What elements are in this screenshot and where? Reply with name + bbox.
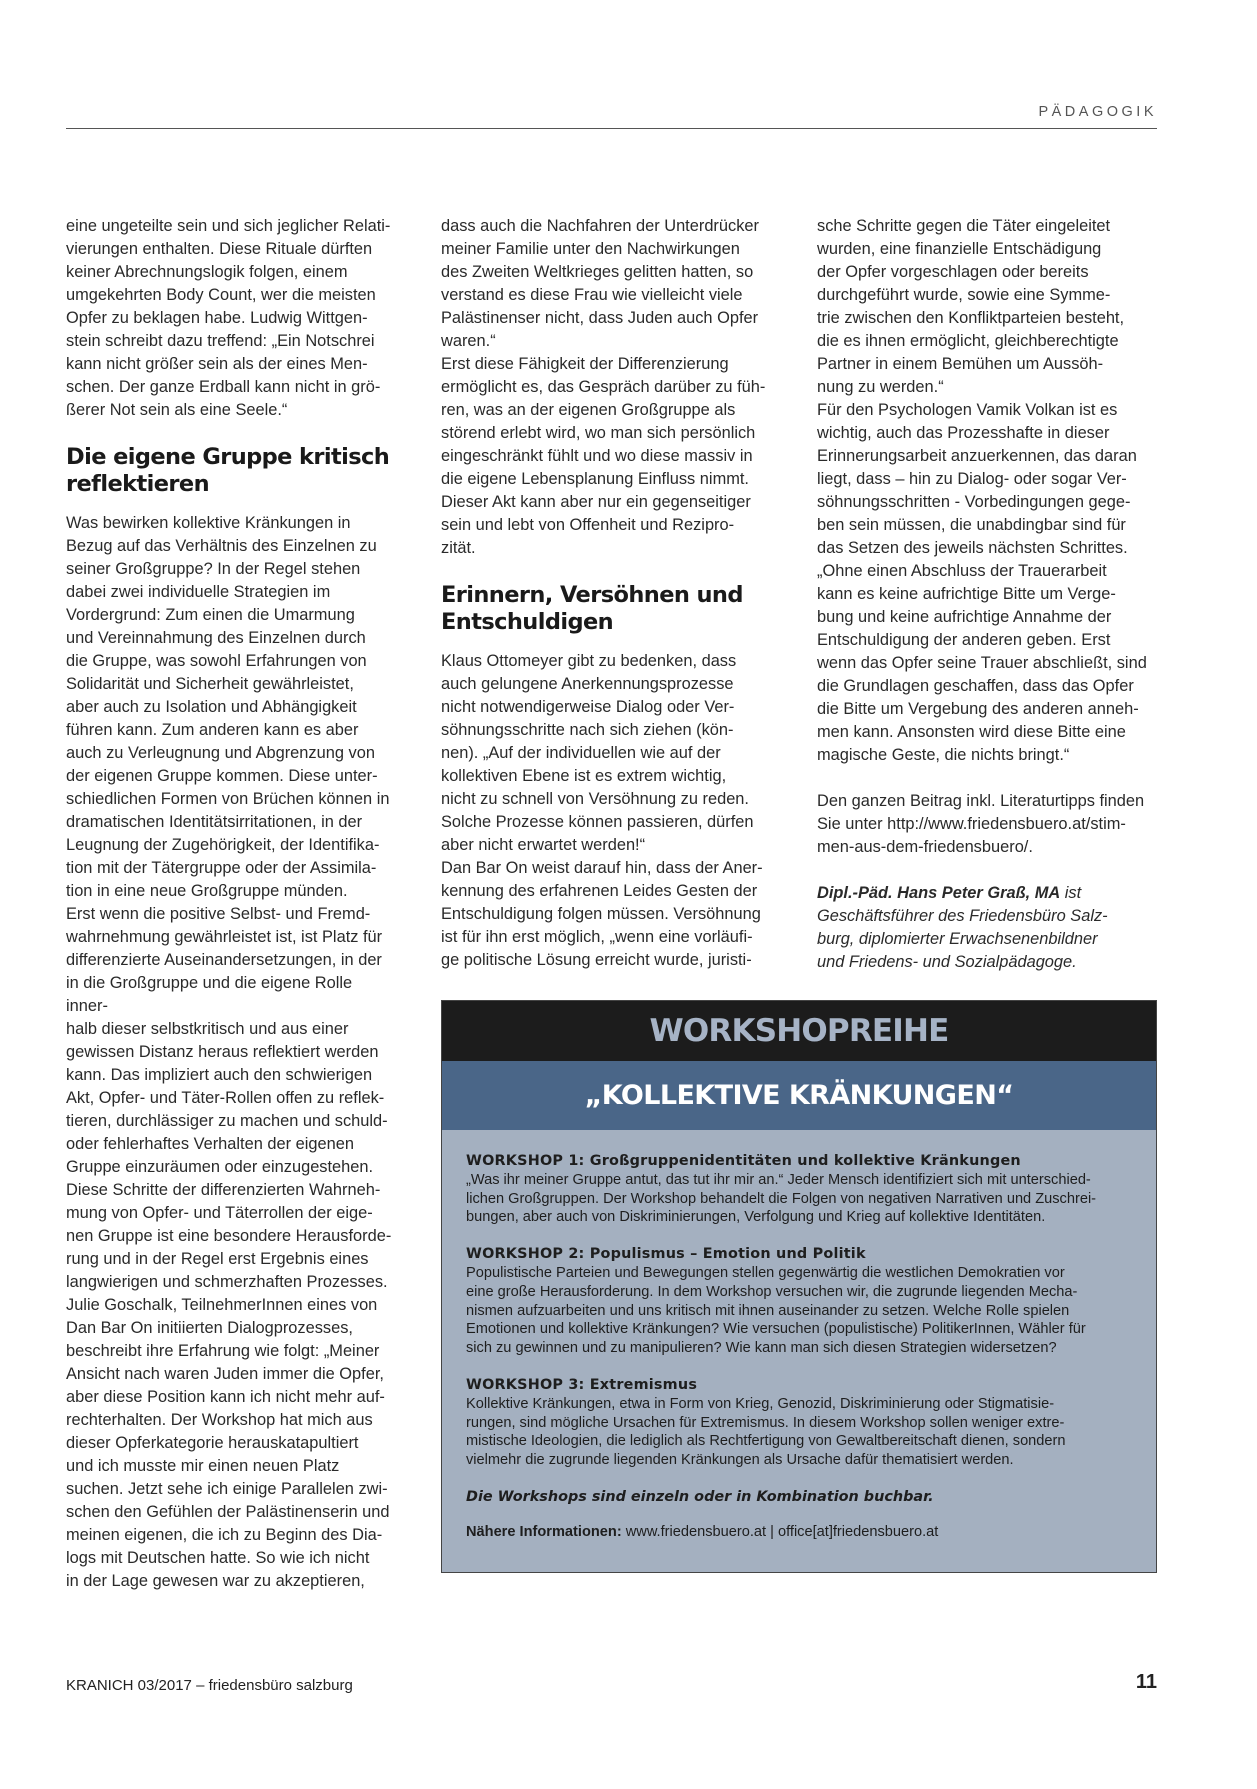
- workshop-name: Großgruppenidentitäten und kollektive Kränkungen: [589, 1153, 1021, 1169]
- paragraph: eine ungeteilte sein und sich jeglicher Relati- vierungen enthalten. Diese Rituale dürften keiner Abrechnungslogik folgen, einem umgekehrten Body Count, wer die meisten Opfer zu beklagen habe. Ludwig Wittgen- stein schreibt dazu treffend: „Ein Notschrei kann nicht größer sein als der eines Men- schen. Der ganze Erdball kann nicht in grö- ßerer Not sein als eine Seele.“: [66, 217, 391, 419]
- workshop-subtitle-band: [442, 1061, 1156, 1130]
- paragraph: dass auch die Nachfahren der Unterdrücker meiner Familie unter den Nachwirkungen des Zweiten Weltkrieges gelitten hatten, so verstand es diese Frau wie vielleicht viele Palästinenser nicht, dass Juden auch Opfer waren.“ Erst diese Fähigkeit der Differenzierung ermöglicht es, das Gespräch darüber zu füh- ren, was an der eigenen Großgruppe als störend erlebt wird, wo man sich persönlich eingeschränkt fühlt und wo diese massiv in die eigene Lebensplanung Einfluss nimmt. Dieser Akt kann aber nur ein gegenseitiger sein und lebt von Offenheit und Rezipro- zität.: [441, 217, 766, 557]
- workshop-title: [466, 1376, 1132, 1395]
- workshop-item: [466, 1152, 1132, 1227]
- section-label: PÄDAGOGIK: [1038, 104, 1157, 120]
- author-bio: ist Geschäftsführer des Friedensbüro Salz- burg, diplomierter Erwachsenenbildner und Friedens- und Sozialpädagoge.: [817, 884, 1108, 971]
- paragraph: sche Schritte gegen die Täter eingeleitet wurden, eine finanzielle Entschädigung der Opfer vorgeschlagen oder bereits durchgeführt wurde, sowie eine Symme- trie zwischen den Konfliktparteien besteht, die es ihnen ermöglicht, gleichberechtigte Partner in einem Bemühen um Aussöh- nung zu werden.“ Für den Psychologen Vamik Volkan ist es wichtig, auch das Prozesshafte in dieser Erinnerungsarbeit anzuerkennen, das daran liegt, dass – hin zu Dialog- oder sogar Ver- söhnungsschritten - Vorbedingungen gege- ben sein müssen, die unabdingbar sind für das Setzen des jeweils nächsten Schrittes. „Ohne einen Abschluss der Trauerarbeit kann es keine aufrichtige Bitte um Verge- bung und keine aufrichtige Annahme der Entschuldigung der anderen geben. Erst wenn das Opfer seine Trauer abschließt, sind die Grundlagen geschaffen, dass das Opfer die Bitte um Vergebung des anderen anneh- men kann. Ansonsten wird diese Bitte eine magische Geste, die nichts bringt.“: [817, 217, 1147, 764]
- workshop-item: [466, 1376, 1132, 1470]
- workshop-title: [466, 1245, 1132, 1264]
- info-line: [466, 1523, 1132, 1542]
- booking-note: Die Workshops sind einzeln oder in Kombination buchbar.: [466, 1488, 934, 1505]
- paragraph: Was bewirken kollektive Kränkungen in Bezug auf das Verhältnis des Einzelnen zu seiner Großgruppe? In der Regel stehen dabei zwei individuelle Strategien im Vordergrund: Zum einen die Umarmung und Vereinnahmung des Einzelnen durch die Gruppe, was sowohl Erfahrungen von Solidarität und Sicherheit gewährleistet, aber auch zu Isolation und Abhängigkeit führen kann. Zum anderen kann es aber auch zu Verleugnung und Abgrenzung von der eigenen Gruppe kommen. Diese unter- schiedlichen Formen von Brüchen können in dramatischen Identitätsirritationen, in der Leugnung der Zugehörigkeit, der Identifika- tion mit der Tätergruppe oder der Assimila- tion in eine neue Großgruppe münden. Erst wenn die positive Selbst- und Fremd- wahrnehmung gewährleistet ist, ist Platz für differenzierte Auseinandersetzungen, in der in die Großgruppe und die eigene Rolle inner- halb dieser selbstkritisch und aus einer gewissen Distanz heraus reflektiert werden kann. Das impliziert auch den schwierigen Akt, Opfer- und Täter-Rollen offen zu reflek- tieren, durchlässiger zu machen und schuld- oder fehlerhaftes Verhalten der eigenen Gruppe einzuräumen oder einzugestehen. Diese Schritte der differenzierten Wahrneh- mung von Opfer- und Täterrollen der eige- nen Gruppe ist eine besondere Herausforde- rung und in der Regel erst Ergebnis eines langwierigen und schmerzhaften Prozesses. Julie Goschalk, TeilnehmerInnen eines von Dan Bar On initiierten Dialogprozesses, beschreibt ihre Erfahrung wie folgt: „Meiner Ansicht nach waren Juden immer die Opfer, aber diese Position kann ich nicht mehr auf- rechterhalten. Der Workshop hat mich aus dieser Opferkategorie herauskatapultiert und ich musste mir einen neuen Platz suchen. Jetzt sehe ich einige Parallelen zwi- schen den Gefühlen der Palästinenserin und meinen eigenen, die ich zu Beginn des Dia- logs mit Deutschen hatte. So wie ich nicht in der Lage gewesen war zu akzeptieren,: [66, 514, 392, 1590]
- info-label: Nähere Informationen:: [466, 1523, 622, 1540]
- spacer: [817, 767, 1147, 790]
- workshop-description: Populistische Parteien und Bewegungen stellen gegenwärtig die westlichen Demokratien vor eine große Herausforderung. In dem Workshop versuchen wir, die zugrunde liegenden Mecha- nismen aufzuarbeiten und uns kritisch mit ihnen auseinander zu setzen. Welche Rolle spielen Emotionen und kollektive Kränkungen? Wie versuchen (populistische) PolitikerInnen, Wähler für sich zu gewinnen und zu manipulieren? Wie kann man sich diesen Strategien widersetzen?: [466, 1264, 1086, 1357]
- workshop-name: Extremismus: [589, 1376, 698, 1393]
- paragraph: Klaus Ottomeyer gibt zu bedenken, dass auch gelungene Anerkennungsprozesse nicht notwendigerweise Dialog oder Ver- söhnungsschritte nach sich ziehen (kön- nen). „Auf der individuellen wie auf der kollektiven Ebene ist es extrem wichtig, nicht zu schnell von Versöhnung zu reden. Solche Prozesse können passieren, dürfen aber nicht erwartet werden!“ Dan Bar On weist darauf hin, dass der Aner- kennung des erfahrenen Leides Gesten der Entschuldigung folgen müssen. Versöhnung ist für ihn erst möglich, „wenn eine vorläufi- ge politische Lösung erreicht wurde, juristi-: [441, 652, 763, 969]
- author-byline: [817, 882, 1147, 974]
- workshop-box: [441, 1000, 1157, 1573]
- spacer: [817, 859, 1147, 882]
- workshop-label: WORKSHOP 1:: [466, 1153, 585, 1169]
- workshop-description: „Was ihr meiner Gruppe antut, das tut ihr mir an.“ Jeder Mensch identifiziert sich mit unterschied- lichen Großgruppen. Der Workshop behandelt die Folgen von negativen Narrativen und Zuschrei- bungen, aber auch von Diskriminierungen, Verfolgung und Krieg auf kollektive Identitäten.: [466, 1171, 1097, 1226]
- author-name: Dipl.-Päd. Hans Peter Graß, MA: [817, 884, 1061, 902]
- workshop-description: Kollektive Kränkungen, etwa in Form von Krieg, Genozid, Diskriminierung oder Stigmatisie- rungen, sind mögliche Ursachen für Extremismus. In diesem Workshop sollen weniger extre- mistische Ideologien, die lediglich als Rechtfertigung von Gewaltbereitschaft dienen, sondern vielmehr die zugrunde liegenden Kränkungen als Ursache dafür thematisiert werden.: [466, 1395, 1066, 1469]
- section-heading: Erinnern, Versöhnen und Entschuldigen: [441, 582, 743, 635]
- workshop-box-title: WORKSHOPREIHE: [649, 1013, 949, 1049]
- workshop-list: [442, 1130, 1156, 1542]
- page-number: 11: [1135, 1671, 1157, 1693]
- workshop-label: WORKSHOP 3:: [466, 1376, 585, 1393]
- info-contact[interactable]: www.friedensbuero.at | office[at]friedensbuero.at: [621, 1523, 939, 1540]
- section-heading: Die eigene Gruppe kritisch reflektieren: [66, 444, 390, 497]
- article-column-1: [66, 215, 396, 1593]
- workshop-name: Populismus – Emotion und Politik: [589, 1246, 866, 1263]
- article-column-2: [441, 215, 771, 972]
- workshop-title: [466, 1152, 1132, 1171]
- paragraph: Den ganzen Beitrag inkl. Literaturtipps finden Sie unter http://www.friedensbuero.at/stim- men-aus-dem-friedensbuero/.: [817, 792, 1145, 856]
- workshop-box-subtitle: „KOLLEKTIVE KRÄNKUNGEN“: [584, 1080, 1014, 1111]
- workshop-title-band: [442, 1001, 1156, 1061]
- header-rule: [66, 128, 1157, 129]
- workshop-label: WORKSHOP 2:: [466, 1246, 585, 1263]
- footer-publication: KRANICH 03/2017 – friedensbüro salzburg: [66, 1677, 353, 1694]
- workshop-item: [466, 1245, 1132, 1358]
- article-column-3: [817, 215, 1147, 974]
